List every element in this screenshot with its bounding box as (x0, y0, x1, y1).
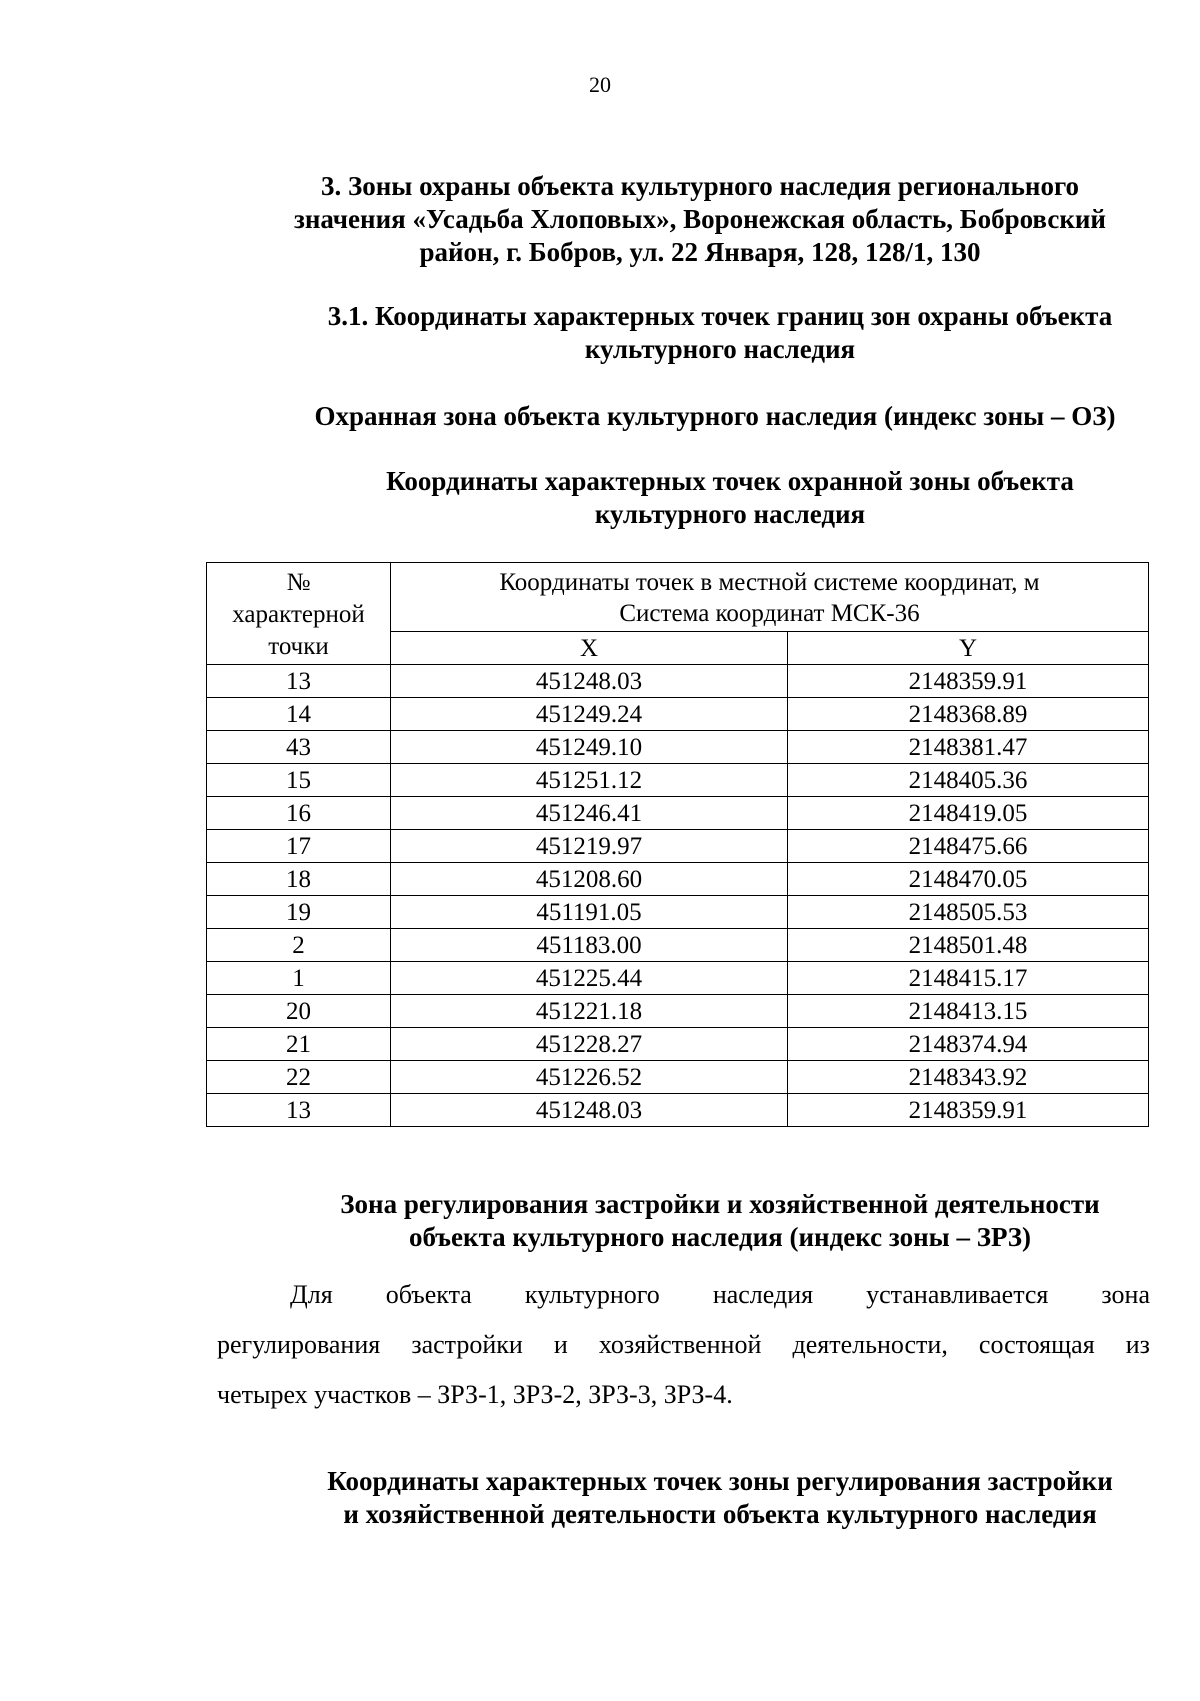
subsection-heading-line: культурного наследия (584, 334, 856, 364)
regulation-zone-coords-heading (290, 1465, 1150, 1531)
paragraph-word: объекта (385, 1280, 472, 1309)
cell-num: 43 (207, 731, 391, 764)
cell-x: 451246.41 (391, 797, 788, 830)
section-heading-line: район, г. Бобров, ул. 22 Января, 128, 128/1, 130 (419, 237, 981, 267)
protection-zone-coords-heading-line: культурного наследия (594, 499, 866, 529)
cell-num: 1 (207, 962, 391, 995)
cell-x: 451225.44 (391, 962, 788, 995)
table-header-row (207, 563, 1149, 632)
cell-x: 451226.52 (391, 1061, 788, 1094)
paragraph-word: и (553, 1330, 568, 1359)
regulation-zone-heading (290, 1188, 1150, 1254)
regulation-zone-coords-heading-line: Координаты характерных точек зоны регулирования застройки (327, 1466, 1113, 1496)
table-row (207, 863, 1149, 896)
cell-y: 2148359.91 (788, 1094, 1149, 1127)
cell-y: 2148343.92 (788, 1061, 1149, 1094)
cell-y: 2148475.66 (788, 830, 1149, 863)
cell-x: 451228.27 (391, 1028, 788, 1061)
table-row (207, 995, 1149, 1028)
cell-x: 451219.97 (391, 830, 788, 863)
header-y: Y (788, 632, 1149, 665)
cell-y: 2148359.91 (788, 665, 1149, 698)
table-row (207, 1028, 1149, 1061)
cell-num: 19 (207, 896, 391, 929)
coordinates-table (206, 562, 1149, 1127)
section-heading (250, 170, 1150, 269)
subsection-heading-line: 3.1. Координаты характерных точек границ зон охраны объекта (327, 301, 1113, 331)
cell-y: 2148501.48 (788, 929, 1149, 962)
subsection-heading (290, 300, 1150, 366)
section-heading-line: значения «Усадьба Хлоповых», Воронежская область, Бобровский (293, 204, 1106, 234)
cell-num: 18 (207, 863, 391, 896)
header-point-number-line: № (286, 569, 311, 596)
header-point-number-line: точки (268, 633, 329, 660)
cell-x: 451183.00 (391, 929, 788, 962)
cell-x: 451208.60 (391, 863, 788, 896)
header-point-number (207, 563, 391, 665)
regulation-zone-heading-line: Зона регулирования застройки и хозяйственной деятельности (340, 1189, 1100, 1219)
cell-x: 451191.05 (391, 896, 788, 929)
cell-y: 2148505.53 (788, 896, 1149, 929)
paragraph-line (217, 1270, 1150, 1320)
protection-zone-coords-heading-line: Координаты характерных точек охранной зоны объекта (386, 466, 1074, 496)
cell-num: 14 (207, 698, 391, 731)
cell-num: 15 (207, 764, 391, 797)
table-row (207, 797, 1149, 830)
protection-zone-heading-line: Охранная зона объекта культурного наследия (индекс зоны – ОЗ) (314, 401, 1116, 431)
cell-num: 13 (207, 665, 391, 698)
paragraph-word: хозяйственной (598, 1330, 762, 1359)
cell-x: 451251.12 (391, 764, 788, 797)
paragraph-word: застройки (411, 1330, 523, 1359)
cell-num: 16 (207, 797, 391, 830)
cell-num: 2 (207, 929, 391, 962)
table-row (207, 731, 1149, 764)
page-number: 20 (589, 72, 611, 97)
table-row (207, 896, 1149, 929)
header-coordinate-system-line: Система координат МСК-36 (619, 600, 920, 627)
table-row (207, 764, 1149, 797)
section-heading-line: 3. Зоны охраны объекта культурного наследия регионального (320, 171, 1080, 201)
table-row (207, 830, 1149, 863)
paragraph-word: деятельности, (792, 1330, 948, 1359)
paragraph-word: из (1125, 1330, 1150, 1359)
body-paragraph (217, 1270, 1150, 1420)
table-row (207, 698, 1149, 731)
cell-x: 451249.24 (391, 698, 788, 731)
paragraph-line: четырех участков – ЗРЗ-1, ЗРЗ-2, ЗРЗ-3, ЗРЗ-4. (217, 1380, 733, 1409)
paragraph-word: культурного (524, 1280, 660, 1309)
cell-y: 2148368.89 (788, 698, 1149, 731)
cell-num: 21 (207, 1028, 391, 1061)
paragraph-line (217, 1320, 1150, 1370)
cell-y: 2148419.05 (788, 797, 1149, 830)
cell-x: 451221.18 (391, 995, 788, 1028)
cell-x: 451248.03 (391, 665, 788, 698)
cell-y: 2148374.94 (788, 1028, 1149, 1061)
paragraph-word: наследия (712, 1280, 814, 1309)
cell-x: 451249.10 (391, 731, 788, 764)
cell-y: 2148413.15 (788, 995, 1149, 1028)
header-coordinate-system-line: Координаты точек в местной системе координат, м (499, 569, 1040, 596)
paragraph-word: Для (290, 1280, 333, 1309)
cell-y: 2148470.05 (788, 863, 1149, 896)
cell-num: 22 (207, 1061, 391, 1094)
table-row (207, 1094, 1149, 1127)
paragraph-word: регулирования (217, 1330, 381, 1359)
header-coordinate-system (391, 563, 1149, 632)
cell-num: 13 (207, 1094, 391, 1127)
paragraph-word: устанавливается (866, 1280, 1049, 1309)
header-point-number-line: характерной (232, 601, 365, 628)
cell-y: 2148415.17 (788, 962, 1149, 995)
cell-y: 2148405.36 (788, 764, 1149, 797)
cell-num: 17 (207, 830, 391, 863)
cell-num: 20 (207, 995, 391, 1028)
paragraph-word: состоящая (978, 1330, 1095, 1359)
table-row (207, 962, 1149, 995)
header-x: X (391, 632, 788, 665)
table-row (207, 1061, 1149, 1094)
cell-y: 2148381.47 (788, 731, 1149, 764)
protection-zone-coords-heading (330, 465, 1130, 531)
paragraph-word: зона (1101, 1280, 1150, 1309)
regulation-zone-heading-line: объекта культурного наследия (индекс зоны – ЗРЗ) (408, 1222, 1032, 1252)
regulation-zone-coords-heading-line: и хозяйственной деятельности объекта культурного наследия (343, 1499, 1097, 1529)
table-row (207, 929, 1149, 962)
cell-x: 451248.03 (391, 1094, 788, 1127)
protection-zone-heading (280, 400, 1150, 433)
table-row (207, 665, 1149, 698)
